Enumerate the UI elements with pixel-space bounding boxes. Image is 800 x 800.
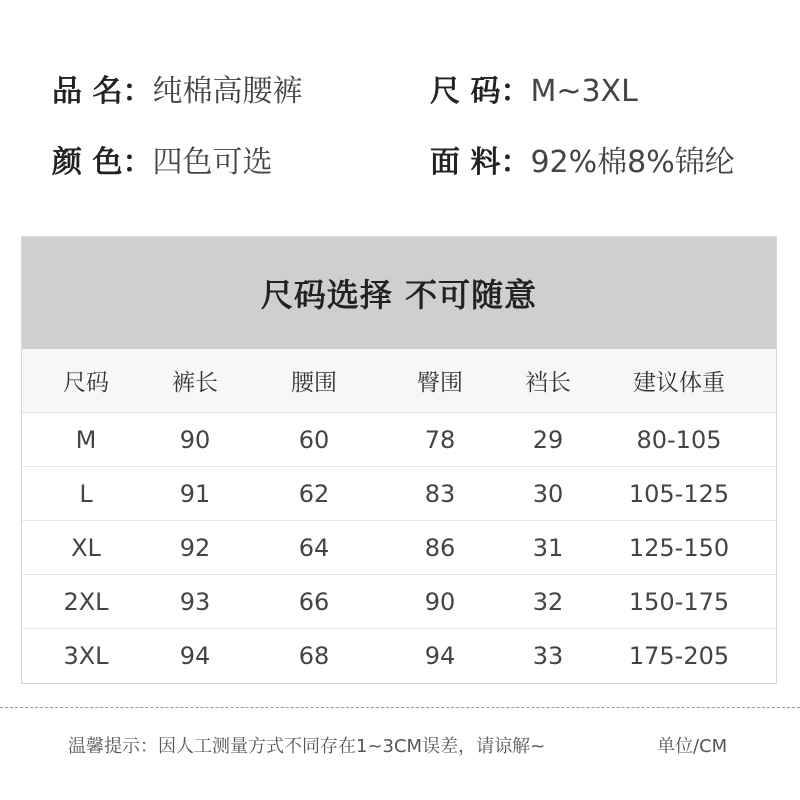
fabric-value: 92%棉8%锦纶 — [530, 145, 735, 180]
hip-cell: 94 — [424, 642, 456, 670]
waist-cell: 64 — [298, 533, 330, 562]
waist-cell: 62 — [298, 479, 330, 508]
weight-cell: 80-105 — [636, 425, 722, 454]
rise-cell: 31 — [532, 533, 564, 562]
color-row — [52, 143, 272, 183]
rise-cell: 29 — [532, 425, 564, 454]
size-chart-table — [21, 236, 777, 684]
waist-cell: 60 — [298, 425, 330, 454]
product-name-value: 纯棉高腰裤 — [152, 74, 303, 109]
rise-cell: 30 — [532, 479, 564, 508]
weight-cell: 125-150 — [628, 533, 730, 562]
size-chart-title: 尺码选择 不可随意 — [22, 237, 776, 349]
size-cell: 2XL — [63, 587, 109, 616]
size-cell: 3XL — [63, 642, 109, 670]
header-waist: 腰围 — [291, 370, 337, 396]
hip-cell: 78 — [424, 425, 456, 454]
rise-cell: 32 — [532, 587, 564, 616]
header-rise: 裆长 — [525, 370, 571, 396]
pants-length-cell: 90 — [179, 425, 211, 454]
table-row — [22, 575, 776, 629]
waist-cell: 68 — [298, 642, 330, 670]
size-cell: M — [75, 425, 97, 454]
pants-length-cell: 92 — [179, 533, 211, 562]
hip-cell: 90 — [424, 587, 456, 616]
size-range-value: M~3XL — [530, 74, 638, 109]
hip-cell: 83 — [424, 479, 456, 508]
size-range-row — [430, 72, 638, 112]
color-label: 颜 色： — [52, 145, 153, 180]
size-cell: XL — [71, 533, 101, 562]
weight-cell: 105-125 — [628, 479, 730, 508]
size-range-label: 尺 码： — [430, 74, 531, 109]
product-name-row — [52, 72, 302, 112]
table-row — [22, 413, 776, 467]
pants-length-cell: 91 — [179, 479, 211, 508]
fabric-label: 面 料： — [430, 145, 531, 180]
dashed-divider — [0, 707, 800, 708]
product-name-label: 品 名： — [52, 74, 153, 109]
header-hip: 臀围 — [417, 370, 463, 396]
weight-cell: 150-175 — [628, 587, 730, 616]
size-cell: L — [79, 479, 93, 508]
waist-cell: 66 — [298, 587, 330, 616]
rise-cell: 33 — [532, 642, 564, 670]
header-size: 尺码 — [63, 370, 109, 396]
pants-length-cell: 94 — [179, 642, 211, 670]
header-weight: 建议体重 — [633, 370, 725, 396]
unit-label: 单位/CM — [657, 736, 728, 757]
hip-cell: 86 — [424, 533, 456, 562]
header-pants-length: 裤长 — [172, 370, 218, 396]
table-row — [22, 629, 776, 683]
table-row — [22, 521, 776, 575]
weight-cell: 175-205 — [628, 642, 730, 670]
pants-length-cell: 93 — [179, 587, 211, 616]
table-row — [22, 467, 776, 521]
color-value: 四色可选 — [152, 145, 273, 180]
fabric-row — [430, 143, 735, 183]
size-chart-header-row — [22, 349, 776, 413]
measurement-note: 温馨提示：因人工测量方式不同存在1~3CM误差，请谅解~ — [68, 736, 546, 757]
